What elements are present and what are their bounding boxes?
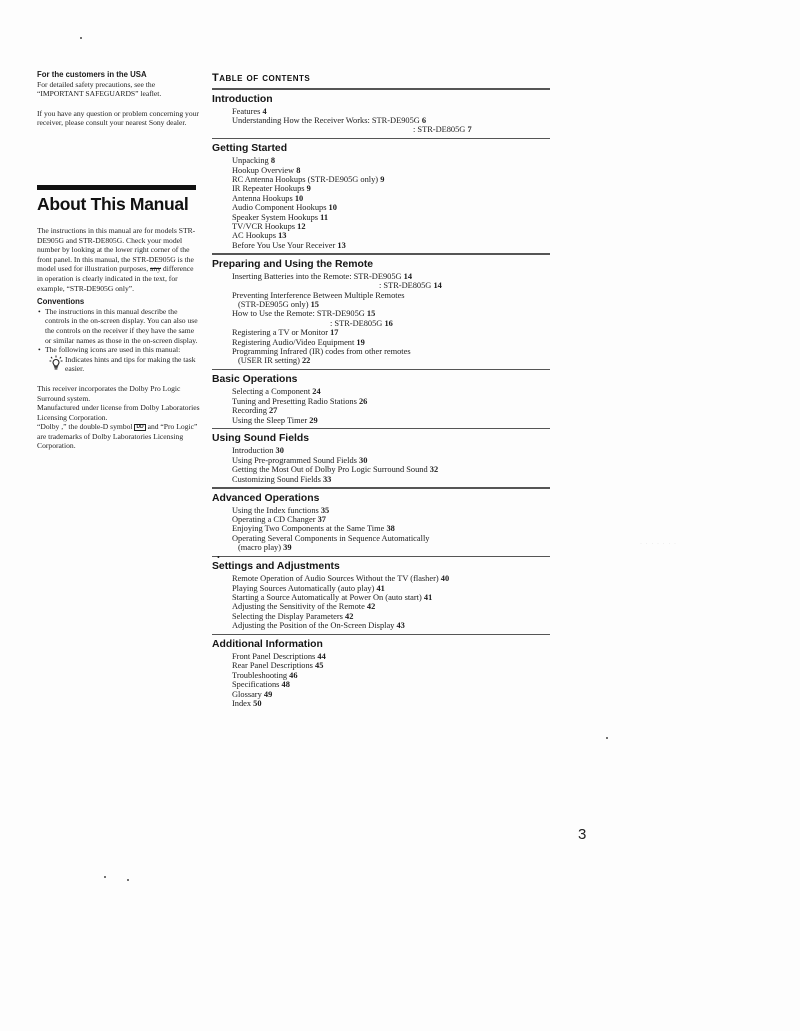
usa-text: For detailed safety precautions, see the “IMPORTANT SAFEGUARDS” leaflet. — [37, 79, 162, 99]
toc-entry[interactable] — [232, 387, 550, 396]
toc-page-number: 6 — [421, 115, 427, 125]
toc-entry-title: Introduction — [232, 446, 274, 456]
toc-page-number: 41 — [423, 592, 433, 602]
toc-entry-alt-model — [232, 125, 550, 134]
toc-entry[interactable] — [232, 699, 550, 708]
toc-section — [212, 258, 550, 371]
toc-page-number: 26 — [358, 396, 368, 406]
divider — [212, 369, 550, 371]
toc-entry[interactable] — [232, 652, 550, 661]
toc-entry-list — [212, 652, 550, 708]
toc-entry[interactable] — [232, 156, 550, 165]
about-heading-rule — [37, 185, 196, 190]
toc-page-number: 33 — [322, 474, 332, 484]
toc-page-number: 12 — [297, 222, 306, 232]
toc-page-number: 50 — [253, 699, 262, 709]
toc-entry-title: How to Use the Remote: STR-DE905G — [232, 309, 365, 319]
toc-entry-title: Hookup Overview — [232, 165, 295, 175]
dolby-notice — [37, 384, 200, 451]
toc-page-number: 15 — [366, 309, 376, 319]
about-paragraph — [37, 226, 200, 293]
toc-entry[interactable] — [232, 475, 550, 484]
toc-page-number: 42 — [345, 611, 354, 621]
toc-entry[interactable] — [232, 671, 550, 680]
toc-page-number: 7 — [467, 125, 472, 135]
toc-section — [212, 432, 550, 488]
divider — [212, 88, 550, 90]
dolby-line: Manufactured under license from Dolby Laboratories Licensing Corporation. — [37, 403, 200, 422]
toc-entry[interactable] — [232, 602, 550, 611]
dealer-notice — [37, 109, 200, 128]
dolby-line: “Dolby ,” the double-D symbol — [37, 422, 135, 432]
toc-page-number: 14 — [433, 281, 442, 291]
toc-entry-title: Antenna Hookups — [232, 193, 293, 203]
toc-section-heading: Settings and Adjustments — [212, 561, 340, 573]
toc-entry[interactable] — [232, 175, 550, 184]
toc-page-number: 8 — [296, 165, 301, 175]
toc-section-heading: Basic Operations — [212, 374, 298, 386]
toc-page-number: 41 — [376, 583, 385, 593]
toc-entry[interactable] — [232, 515, 550, 524]
toc-entry[interactable] — [232, 465, 550, 474]
toc-section — [212, 492, 550, 558]
toc-entry[interactable] — [232, 272, 550, 291]
toc-page-number: 29 — [309, 415, 318, 425]
toc-page-number: 44 — [317, 652, 326, 662]
toc-entry-title: Remote Operation of Audio Sources Without the TV (flasher) — [232, 574, 439, 584]
toc-page-number: 9 — [380, 175, 385, 185]
toc-entry-continuation: (USER IR setting) — [238, 356, 300, 366]
toc-entry-list — [212, 574, 550, 630]
toc-page-number: 9 — [306, 184, 311, 194]
toc-entry-title: Preventing Interference Between Multiple Remotes — [232, 290, 405, 300]
double-d-symbol-icon: DD — [136, 424, 144, 431]
toc-page-number: 8 — [270, 156, 276, 166]
toc-page-number: 27 — [268, 406, 278, 416]
toc-entry-title: Programming Infrared (IR) codes from other remotes — [232, 347, 411, 357]
toc-entry-title: Adjusting the Position of the On-Screen Display — [232, 621, 395, 631]
toc-entry[interactable] — [232, 241, 550, 250]
toc-entry[interactable] — [232, 621, 550, 630]
toc-entry-title: Inserting Batteries into the Remote: STR-DE905G — [232, 271, 402, 281]
toc-entry-title: Using the Index functions — [232, 505, 319, 515]
toc-entry-title: Using Pre-programmed Sound Fields — [232, 455, 357, 465]
page-number: 3 — [578, 826, 587, 843]
divider — [212, 428, 550, 430]
about-manual-body — [37, 226, 200, 451]
toc-entry[interactable] — [232, 574, 550, 583]
toc-page-number: 14 — [403, 271, 413, 281]
toc-entry[interactable] — [232, 416, 550, 425]
scan-speck — [80, 37, 82, 39]
toc-entry[interactable] — [232, 184, 550, 193]
toc-section-heading: Getting Started — [212, 143, 288, 155]
toc-alt-model-label: : STR-DE805G — [379, 281, 432, 291]
toc-page-number: 48 — [281, 680, 290, 690]
toc-page-number: 11 — [320, 212, 329, 222]
toc-entry-list — [212, 156, 550, 250]
toc-page-number: 49 — [263, 689, 273, 699]
toc-page-number: 38 — [386, 524, 395, 534]
toc-section — [212, 560, 550, 635]
toc-entry[interactable] — [232, 661, 550, 670]
toc-page-number: 15 — [310, 300, 319, 309]
toc-sections — [212, 93, 550, 709]
conventions-item: • The instructions in this manual describe the controls in the on-screen display. You can also use the controls on the receiver if they have the same or similar names as those in the on-screen display. — [37, 307, 200, 345]
divider — [212, 634, 550, 636]
hint-legend — [37, 355, 200, 374]
toc-entry[interactable] — [232, 222, 550, 231]
toc-entry[interactable] — [232, 506, 550, 515]
toc-section-heading: Preparing and Using the Remote — [212, 258, 374, 270]
toc-entry[interactable] — [232, 107, 550, 116]
toc-entry-title: Rear Panel Descriptions — [232, 661, 313, 671]
toc-entry[interactable] — [232, 584, 550, 593]
left-column — [37, 70, 200, 128]
faint-bleedthrough-text: · · · · · · · — [640, 541, 677, 547]
toc-page-number: 45 — [315, 661, 324, 671]
toc-page-number: 4 — [262, 106, 267, 116]
toc-page-number: 39 — [283, 543, 292, 553]
dolby-line: This receiver incorporates the Dolby Pro Logic Surround system. — [37, 383, 181, 403]
toc-entry[interactable] — [232, 612, 550, 621]
scan-speck — [606, 737, 608, 739]
toc-entry-alt-model — [232, 281, 550, 290]
toc-page-number: 46 — [289, 670, 298, 680]
toc-entry-title: Troubleshooting — [232, 670, 288, 680]
toc-entry-list — [212, 107, 550, 135]
toc-entry-title: Front Panel Descriptions — [232, 652, 316, 662]
toc-entry[interactable] — [232, 213, 550, 222]
toc-section-heading: Advanced Operations — [212, 492, 320, 504]
toc-page-number: 13 — [278, 231, 287, 241]
lightbulb-hint-icon — [49, 355, 63, 371]
toc-entry-continuation: (macro play) — [238, 543, 282, 553]
divider — [212, 556, 550, 558]
toc-page-number: 30 — [275, 446, 284, 456]
toc-entry-list — [212, 506, 550, 553]
toc-entry[interactable] — [232, 328, 550, 337]
toc-entry[interactable] — [232, 291, 550, 310]
toc-entry[interactable] — [232, 231, 550, 240]
toc-section — [212, 638, 550, 708]
toc-page-number: 19 — [356, 337, 365, 347]
toc-entry-title: Features — [232, 106, 261, 116]
toc-entry-title: AC Hookups — [232, 231, 276, 241]
toc-page-number: 13 — [337, 240, 346, 250]
toc-entry[interactable] — [232, 446, 550, 455]
toc-section — [212, 373, 550, 429]
toc-entry-title: Playing Sources Automatically (auto play) — [232, 583, 375, 593]
toc-page-number: 37 — [317, 515, 326, 524]
toc-page-number: 10 — [328, 203, 337, 213]
toc-entry-list — [212, 446, 550, 484]
toc-entry-title: Audio Component Hookups — [232, 203, 327, 213]
question-text: If you have any question or problem concerning your receiver, please consult your nearest Sony dealer. — [37, 108, 199, 128]
hint-text: Indicates hints and tips for making the task easier. — [65, 354, 196, 374]
toc-entry-title: Operating a CD Changer — [232, 515, 316, 524]
toc-entry-list — [212, 387, 550, 425]
toc-entry-title: Enjoying Two Components at the Same Time — [232, 524, 385, 534]
divider — [212, 253, 550, 255]
dolby-line: and “Pro Logic” are trademarks of Dolby Laboratories Licensing Corporation. — [37, 422, 198, 451]
toc-alt-model-label: : STR-DE805G — [413, 125, 466, 135]
toc-entry-title: Customizing Sound Fields — [232, 474, 321, 484]
toc-entry[interactable] — [232, 593, 550, 602]
toc-page-number: 24 — [312, 387, 321, 397]
conventions-list — [37, 307, 200, 355]
toc-entry-title: Starting a Source Automatically at Power On (auto start) — [232, 592, 422, 602]
toc-page-number: 16 — [384, 318, 393, 328]
conventions-heading: Conventions — [37, 297, 85, 307]
usa-notice — [37, 70, 200, 99]
toc-entry[interactable] — [232, 347, 550, 366]
toc-entry-title: RC Antenna Hookups (STR-DE905G only) — [232, 175, 379, 185]
toc-entry[interactable] — [232, 309, 550, 328]
toc-page-number: 22 — [301, 356, 311, 366]
toc-section-heading: Introduction — [212, 93, 273, 105]
toc-entry[interactable] — [232, 338, 550, 347]
table-of-contents — [212, 72, 550, 712]
toc-entry-list — [212, 272, 550, 366]
toc-section — [212, 93, 550, 140]
toc-entry[interactable] — [232, 194, 550, 203]
toc-entry-title: Using the Sleep Timer — [232, 415, 308, 425]
conventions-item: • The following icons are used in this manual: — [37, 345, 200, 355]
toc-entry[interactable] — [232, 166, 550, 175]
toc-entry-title: Understanding How the Receiver Works: STR-DE905G — [232, 115, 420, 125]
toc-entry-title: Specifications — [232, 680, 280, 690]
about-text-part: The instructions in this manual are for models STR-DE905G and STR-DE805G. Check your model number by looking at the lower right corner of the front panel. In this manual, the STR-DE905G is the model used for illustration purposes, — [37, 226, 196, 274]
divider — [212, 487, 550, 489]
toc-section — [212, 142, 550, 255]
stray-bullet-mark: • — [217, 553, 220, 562]
usa-heading: For the customers in the USA — [37, 70, 147, 79]
toc-page-number: 10 — [294, 193, 304, 203]
toc-entry-title: Selecting a Component — [232, 387, 311, 397]
divider — [212, 138, 550, 140]
toc-entry[interactable] — [232, 406, 550, 415]
toc-page-number: 43 — [396, 621, 405, 631]
toc-entry-title: Adjusting the Sensitivity of the Remote — [232, 602, 365, 612]
toc-entry-title: Index — [232, 699, 252, 709]
toc-section-heading: Using Sound Fields — [212, 433, 309, 445]
toc-alt-model-label: : STR-DE805G — [330, 318, 383, 328]
scan-speck — [104, 876, 106, 878]
toc-entry[interactable] — [232, 397, 550, 406]
toc-entry-alt-model — [232, 319, 550, 328]
about-manual-title: About This Manual — [37, 194, 189, 214]
toc-page-number: 40 — [440, 574, 450, 584]
toc-entry-title: Before You Use Your Receiver — [232, 240, 336, 250]
toc-entry-title: Getting the Most Out of Dolby Pro Logic Surround Sound — [232, 465, 428, 475]
struck-word: any — [150, 264, 162, 274]
toc-section-heading: Additional Information — [212, 639, 323, 651]
toc-entry[interactable] — [232, 456, 550, 465]
toc-entry-title: IR Repeater Hookups — [232, 184, 305, 194]
toc-title: Table of contents — [212, 72, 311, 84]
toc-entry[interactable] — [232, 690, 550, 699]
about-text-part: difference in operation is clearly indicated in the text, for example, “STR-DE905G only”. — [37, 264, 194, 293]
toc-entry-title: Selecting the Display Parameters — [232, 611, 343, 621]
toc-entry-title: Registering a TV or Monitor — [232, 328, 328, 338]
toc-entry-title: TV/VCR Hookups — [232, 222, 296, 232]
toc-entry-title: Tuning and Presetting Radio Stations — [232, 396, 357, 406]
scan-speck — [127, 879, 129, 881]
toc-page-number: 17 — [330, 328, 339, 338]
toc-entry[interactable] — [232, 534, 550, 553]
toc-entry[interactable] — [232, 524, 550, 533]
toc-entry-title: Operating Several Components in Sequence Automatically — [232, 533, 430, 543]
toc-entry-title: Speaker System Hookups — [232, 212, 319, 222]
toc-entry-title: Recording — [232, 406, 267, 416]
toc-entry-continuation: (STR-DE905G only) — [238, 300, 309, 309]
toc-page-number: 32 — [429, 465, 439, 475]
toc-page-number: 42 — [366, 602, 376, 612]
toc-entry-title: Glossary — [232, 689, 262, 699]
toc-entry[interactable] — [232, 203, 550, 212]
toc-page-number: 30 — [359, 455, 368, 465]
toc-page-number: 35 — [320, 505, 330, 515]
toc-entry[interactable] — [232, 116, 550, 135]
toc-entry-title: Registering Audio/Video Equipment — [232, 337, 355, 347]
toc-entry-title: Unpacking — [232, 156, 269, 166]
toc-entry[interactable] — [232, 680, 550, 689]
